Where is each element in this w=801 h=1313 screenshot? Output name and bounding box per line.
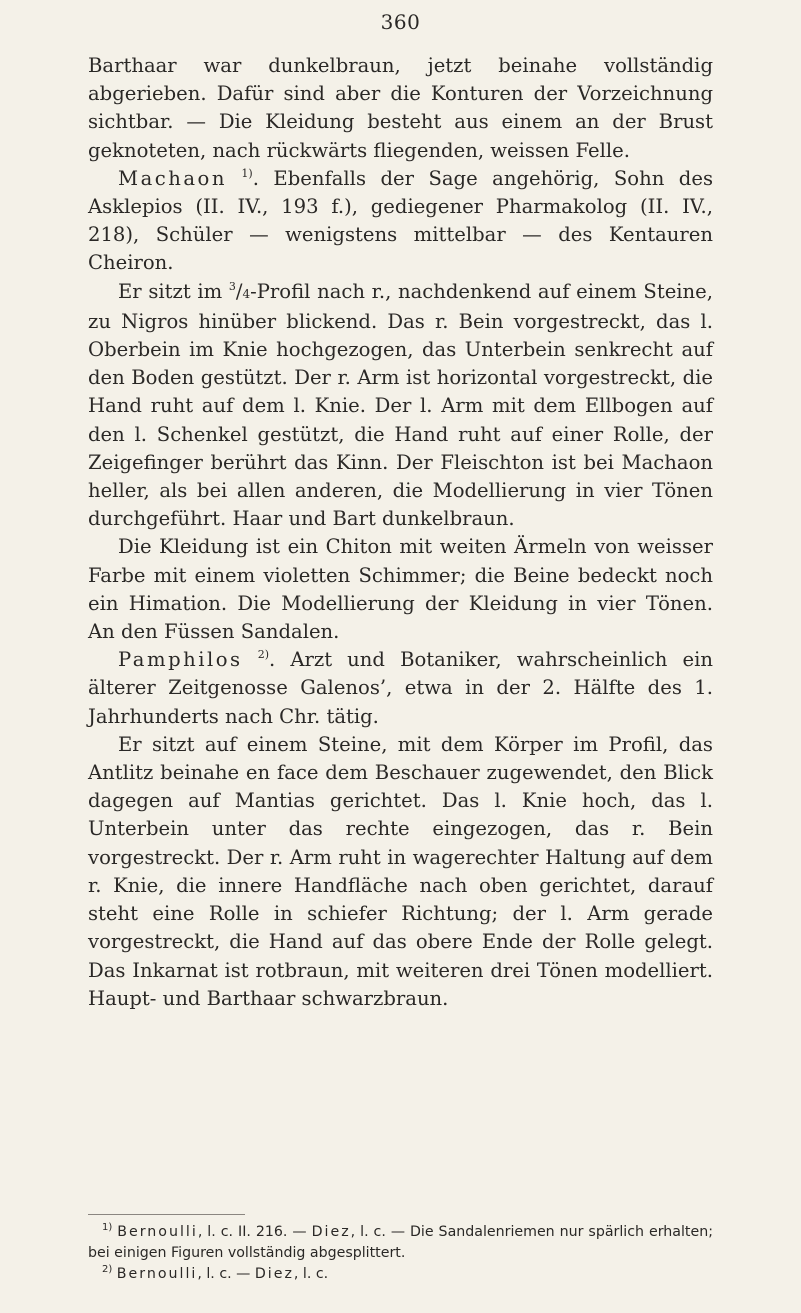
footnote-2: $^{2)}$ Bernoulli, l. c. — Diez, l. c. <box>102 1264 329 1282</box>
body-text <box>88 52 713 1013</box>
paragraph-machaon-pose-text: -Profil nach r., nachdenkend auf einem Steine, zu Nigros hinüber blickend. Das r. Bein vorgestreckt, das l. Oberbein im Knie hochgezogen, das Unterbein senkrecht auf den Boden gestützt. Der r. Arm ist horizontal vorgestreckt, die Hand ruht auf dem l. Knie. Der l. Arm mit dem Ellbogen auf den l. Schenkel gestützt, die Hand ruht auf einer Rolle, der Zeigefinger berührt das Kinn. Der Fleischton ist bei Machaon heller, als bei allen anderen, die Modellierung in vier Tönen durchgeführt. Haar und Bart dunkelbraun. <box>88 279 714 531</box>
person-name-pamphilos: Pamphilos <box>118 648 243 672</box>
page-number: 360 <box>380 10 421 34</box>
paragraph-barthaar: Barthaar war dunkelbraun, jetzt beinahe vollständig abgerieben. Dafür sind aber die Konturen der Vorzeichnung sichtbar. — Die Kleidung besteht aus einem an der Brust geknoteten, nach rückwärts fliegenden, weissen Felle. <box>88 54 713 162</box>
paragraph-machaon-intro-text: . Ebenfalls der Sage angehörig, Sohn des Asklepios (II. IV., 193 f.), gediegener Pharmakolog (II. IV., 218), Schüler — wenigstens mittelbar — des Kentauren Cheiron. <box>88 166 714 275</box>
fraction-denominator: 4 <box>242 286 251 301</box>
paragraph-machaon-intro <box>88 165 713 278</box>
footnote-1: $^{1)}$ Bernoulli, l. c. II. 216. — Diez, l. c. — Die Sandalenriemen nur spärlich erhalten; bei einigen Figuren vollständig abgesplittert. <box>88 1222 713 1261</box>
fraction-numerator: 3 <box>228 279 236 293</box>
paragraph-pamphilos-intro <box>88 646 713 731</box>
footnote-ref-2: 2) <box>257 648 270 662</box>
paragraph-machaon-pose: Er sitzt im $^3$/4-Profil nach r., nachdenkend auf einem Steine, zu Nigros hinüber blickend. Das r. Bein vorgestreckt, das l. Oberbein im Knie hochgezogen, das Unterbein senkrecht auf den Boden gestützt. Der r. Arm ist horizontal vorgestreckt, die Hand ruht auf dem l. Knie. Der l. Arm mit dem Ellbogen auf den l. Schenkel gestützt, die Hand ruht auf einer Rolle, der Zeigefinger berührt das Kinn. Der Fleischton ist bei Machaon heller, als bei allen anderen, die Modellierung in vier Tönen durchgeführt. Haar und Bart dunkelbraun. <box>88 279 714 531</box>
paragraph-pamphilos-intro-text: . Arzt und Botaniker, wahrscheinlich ein älterer Zeitgenosse Galenos’, etwa in der 2. Hälfte des 1. Jahrhunderts nach Chr. tätig. <box>88 648 713 728</box>
footnote-mark-1: 1) <box>102 1222 113 1233</box>
paragraph-pamphilos-pose: Er sitzt auf einem Steine, mit dem Körper im Profil, das Antlitz beinahe en face dem Beschauer zugewendet, den Blick dagegen auf Mantias gerichtet. Das l. Knie hoch, das l. Unterbein unter das rechte eingezogen, das r. Bein vorgestreckt. Der r. Arm ruht in wagerechter Haltung auf dem r. Knie, die innere Handfläche nach oben gerichtet, darauf steht eine Rolle in schiefer Richtung; der l. Arm gerade vorgestreckt, die Hand auf das obere Ende der Rolle gelegt. Das Inkarnat ist rotbraun, mit weiteren drei Tönen modelliert. Haupt- und Barthaar schwarzbraun. <box>88 732 713 1010</box>
person-name-machaon: Machaon <box>118 166 227 190</box>
footnotes <box>88 1222 713 1285</box>
footnote-ref-1: 1) <box>241 166 253 180</box>
footnote-divider <box>88 1214 245 1216</box>
paragraph-machaon-clothing: Die Kleidung ist ein Chiton mit weiten Ärmeln von weisser Farbe mit einem violetten Schimmer; die Beine bedeckt noch ein Himation. Die Modellierung der Kleidung in vier Tönen. An den Füssen Sandalen. <box>88 535 713 644</box>
footnote-mark-2: 2) <box>102 1264 113 1275</box>
